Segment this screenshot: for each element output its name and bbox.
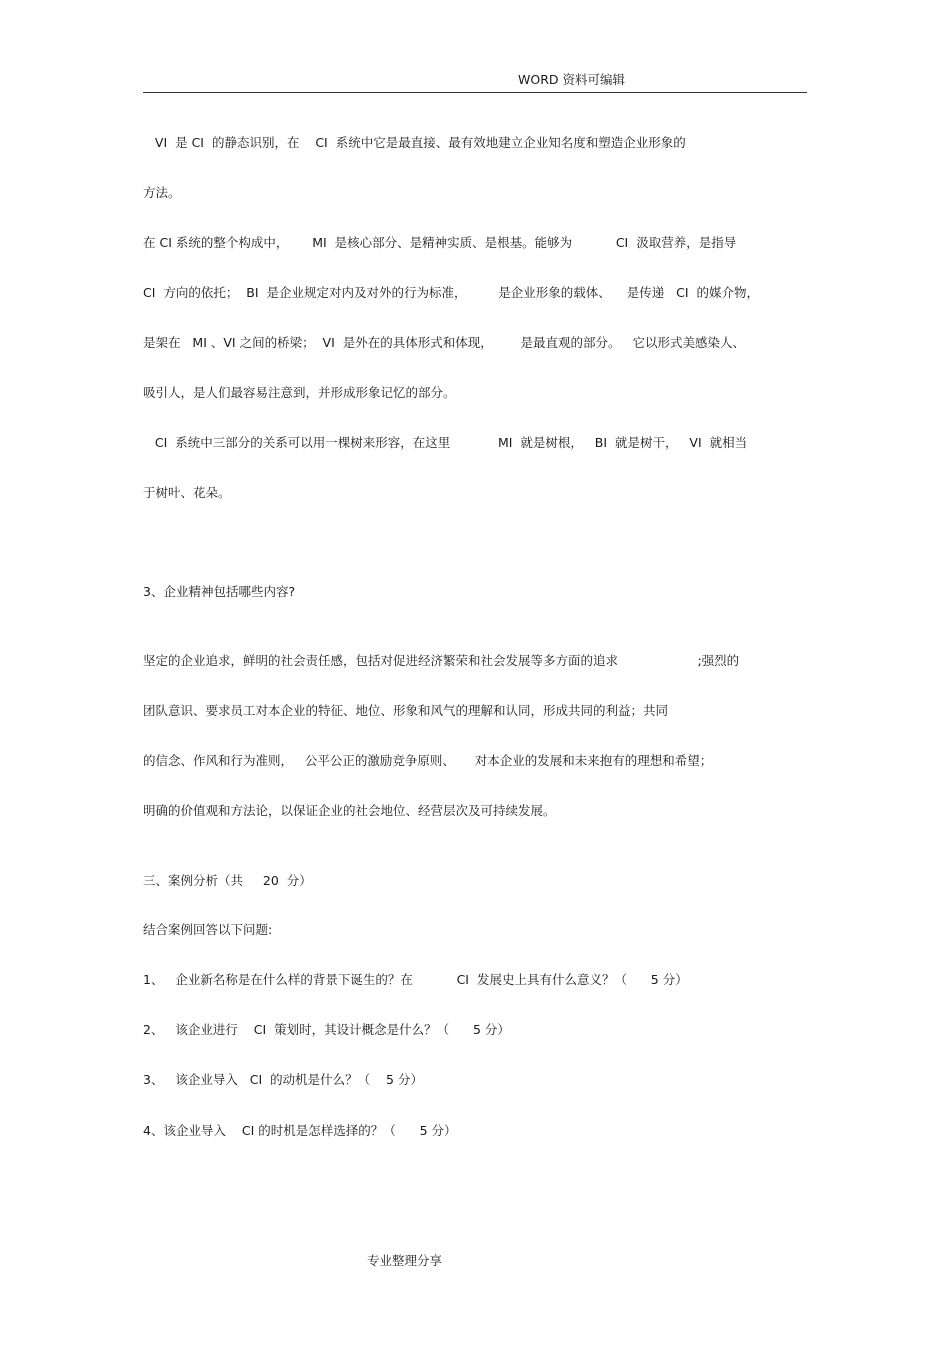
paragraph-line: 的信念、作风和行为准则， 公平公正的激励竞争原则、 对本企业的发展和未来抱有的理想和希望； — [143, 753, 713, 768]
paragraph-line: CI 方向的依托； BI 是企业规定对内及对外的行为标准， 是企业形象的载体、 是传递 CI 的媒介物， — [143, 285, 759, 300]
paragraph-line: 方法。 — [143, 185, 181, 200]
question-item: 4、该企业导入 CI 的时机是怎样选择的？（ 5 分） — [143, 1123, 457, 1138]
section-question: 3、企业精神包括哪些内容? — [143, 584, 296, 599]
paragraph-line: CI 系统中三部分的关系可以用一棵树来形容，在这里 MI 就是树根， BI 就是树干， VI 就相当 — [143, 435, 748, 450]
page-footer: 专业整理分享 — [367, 1253, 443, 1268]
page-header: WORD 资料可编辑 — [518, 72, 625, 87]
paragraph-line: 坚定的企业追求，鲜明的社会责任感，包括对促进经济繁荣和社会发展等多方面的追求 ;强烈的 — [143, 653, 740, 668]
paragraph-line: VI 是 CI 的静态识别，在 CI 系统中它是最直接、最有效地建立企业知名度和塑造企业形象的 — [143, 135, 686, 150]
paragraph-line: 在 CI 系统的整个构成中， MI 是核心部分、是精神实质、是根基。能够为 CI 汲取营养，是指导 — [143, 235, 737, 250]
section-heading: 三、案例分析（共 20 分） — [143, 873, 312, 888]
paragraph-line: 于树叶、花朵。 — [143, 485, 231, 500]
paragraph-line: 团队意识、要求员工对本企业的特征、地位、形象和风气的理解和认同，形成共同的利益；共同 — [143, 703, 669, 718]
paragraph-line: 明确的价值观和方法论，以保证企业的社会地位、经营层次及可持续发展。 — [143, 803, 556, 818]
paragraph-line: 吸引人，是人们最容易注意到，并形成形象记忆的部分。 — [143, 385, 456, 400]
paragraph-line: 是架在 MI 、VI 之间的桥梁； VI 是外在的具体形式和体现， 是最直观的部分。 它以形式美感染人、 — [143, 335, 745, 350]
instruction-line: 结合案例回答以下问题: — [143, 922, 273, 937]
question-item: 1、 企业新名称是在什么样的背景下诞生的？在 CI 发展史上具有什么意义？（ 5 分） — [143, 972, 688, 987]
header-rule — [143, 92, 807, 93]
question-item: 2、 该企业进行 CI 策划时，其设计概念是什么？（ 5 分） — [143, 1022, 510, 1037]
question-item: 3、 该企业导入 CI 的动机是什么？（ 5 分） — [143, 1072, 423, 1087]
